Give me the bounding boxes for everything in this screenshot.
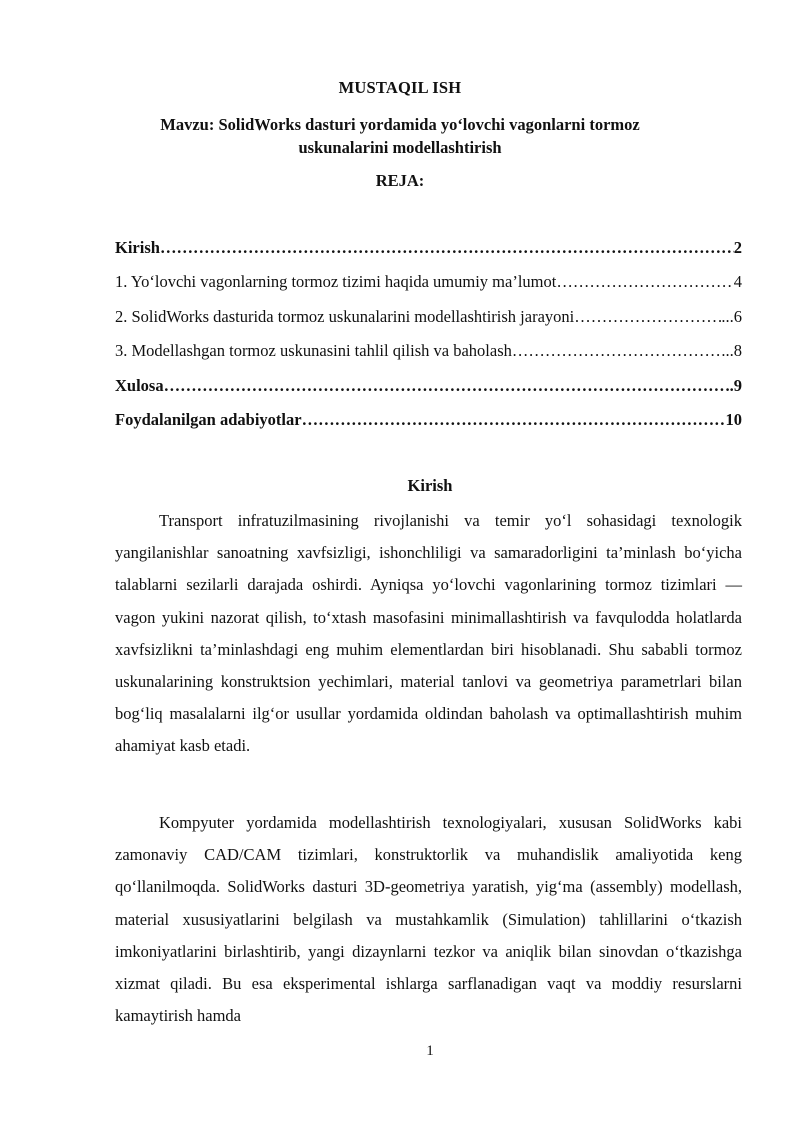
toc-entry-label: 1. Yo‘lovchi vagonlarning tormoz tizimi haqida umumiy ma’lumot bbox=[115, 272, 557, 292]
toc-entry-references[interactable] bbox=[115, 410, 742, 444]
toc-leader-dots bbox=[164, 376, 726, 396]
plan-heading: REJA: bbox=[375, 171, 425, 190]
document-title: MUSTAQIL ISH bbox=[338, 78, 462, 97]
toc-entry-page: 10 bbox=[725, 409, 742, 429]
toc-leader-dots bbox=[302, 410, 726, 430]
section-heading-kirish: Kirish bbox=[407, 476, 453, 495]
toc-entry-page: ...8 bbox=[721, 341, 742, 361]
toc-entry-xulosa[interactable] bbox=[115, 376, 742, 410]
toc-leader-dots bbox=[512, 341, 722, 361]
document-topic: Mavzu: SolidWorks dasturi yordamida yo‘lovchi vagonlarni tormoz uskunalarini modellashtirish bbox=[160, 115, 640, 157]
toc-entry-label: Foydalanilgan adabiyotlar bbox=[115, 409, 302, 429]
toc-entry-2[interactable] bbox=[115, 307, 742, 341]
toc-entry-kirish[interactable] bbox=[115, 238, 742, 272]
toc-leader-dots bbox=[160, 238, 734, 258]
toc-entry-page: 2 bbox=[733, 238, 742, 257]
toc-leader-dots bbox=[556, 272, 733, 292]
page-number: 1 bbox=[426, 1043, 434, 1059]
toc-entry-3[interactable] bbox=[115, 341, 742, 375]
toc-entry-label: 2. SolidWorks dasturida tormoz uskunalarini modellashtirish jarayoni bbox=[115, 306, 575, 326]
toc-entry-label: Xulosa bbox=[115, 375, 164, 395]
toc-entry-label: 3. Modellashgan tormoz uskunasini tahlil qilish va baholash bbox=[115, 341, 512, 361]
toc-entry-label: Kirish bbox=[115, 238, 160, 257]
toc-leader-dots bbox=[574, 307, 721, 327]
toc-entry-page: 4 bbox=[733, 272, 742, 292]
toc-entry-page: ..9 bbox=[725, 375, 742, 395]
toc-entry-1[interactable] bbox=[115, 272, 742, 306]
body-paragraph: Kompyuter yordamida modellashtirish texnologiyalari, xususan SolidWorks kabi zamonaviy CAD/CAM tizimlari, konstruktorlik va muhandislik amaliyotida keng qo‘llanilmoqda. SolidWorks dasturi 3D-geometriya yaratish, yig‘ma (assembly) modellash, material xususiyatlarini belgilash va mustahkamlik (Simulation) tahlillarini o‘tkazish imkoniyatlarini birlashtirib, yangi dizaynlarni tezkor va aniqlik bilan sinovdan o‘tkazishga xizmat qiladi. Bu esa eksperimental ishlarga sarflanadigan vaqt va moddiy resurslarni kamaytirish hamda bbox=[115, 813, 742, 1026]
toc-entry-page: ...6 bbox=[721, 306, 742, 326]
body-paragraph: Transport infratuzilmasining rivojlanishi va temir yo‘l sohasidagi texnologik yangilanishlar sanoatning xavfsizligi, ishonchliligi va samaradorligini ta’minlash bo‘yicha talablarni sezilarli darajada oshirdi. Ayniqsa yo‘lovchi vagonlarining tormoz tizimlari — vagon yukini nazorat qilish, to‘xtash masofasini minimallashtirish va favqulodda holatlarda xavfsizlikni ta’minlashdagi eng muhim elementlardan biri hisoblanadi. Shu sababli tormoz uskunalarining konstruktsion yechimlari, material tanlovi va geometriya parametrlari bilan bog‘liq masalalarni ilg‘or usullar yordamida oldindan baholash va optimallashtirish muhim ahamiyat kasb etadi. bbox=[115, 511, 742, 756]
table-of-contents bbox=[115, 238, 742, 444]
